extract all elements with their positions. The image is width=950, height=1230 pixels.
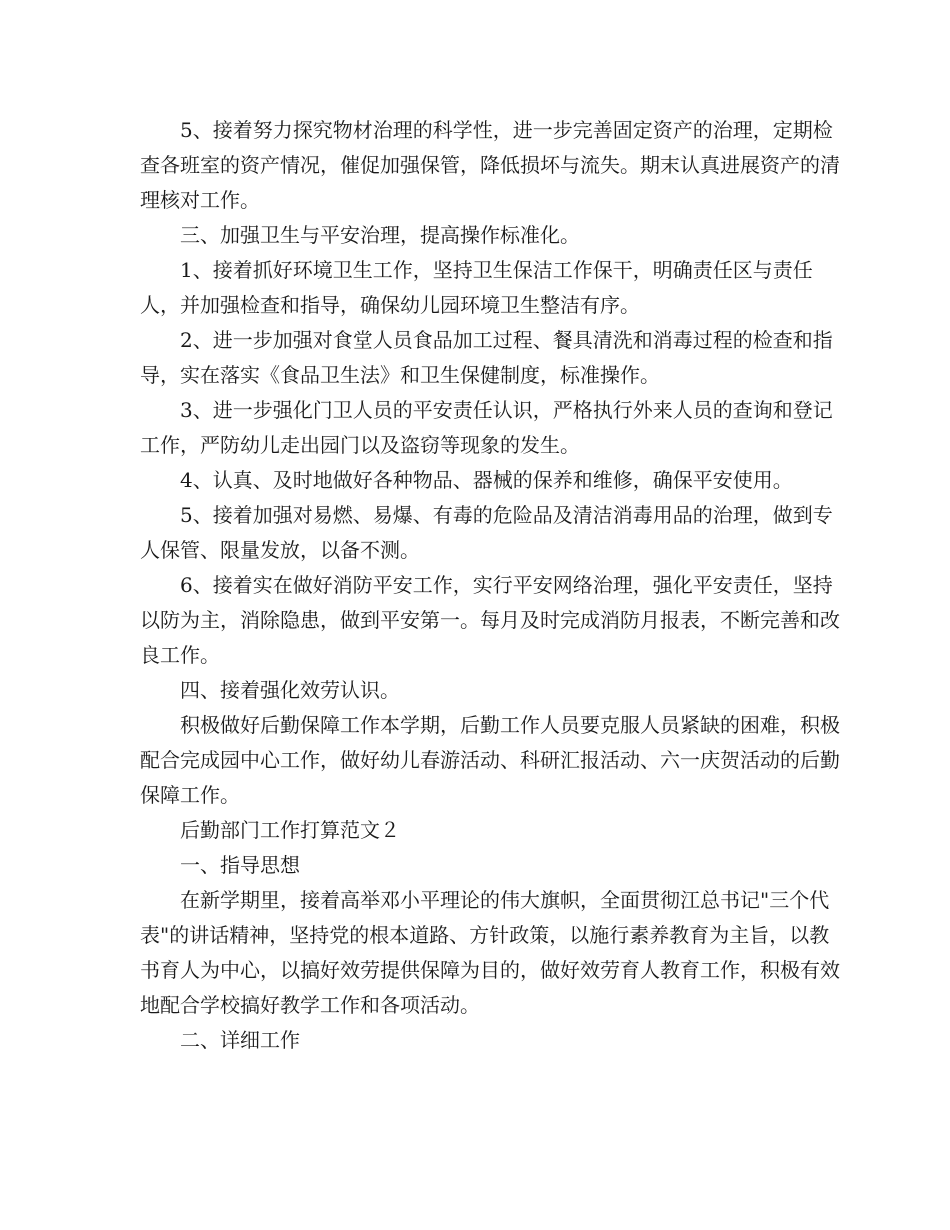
section-heading-guiding-ideology: 一、指导思想 bbox=[180, 853, 300, 877]
paragraph-fire-safety: 6、接着实在做好消防平安工作，实行平安网络治理，强化平安责任，坚持以防为主，消除隐患，做到平安第一。每月及时完成消防月报表，不断完善和改良工作。 bbox=[140, 573, 840, 667]
document-body bbox=[140, 113, 840, 1058]
document-title-sample-2: 后勤部门工作打算范文２ bbox=[180, 818, 400, 842]
section-heading-hygiene-safety: 三、加强卫生与平安治理，提高操作标准化。 bbox=[180, 223, 580, 247]
paragraph-asset-management: 5、接着努力探究物材治理的科学性，进一步完善固定资产的治理，定期检查各班室的资产情况，催促加强保管，降低损坏与流失。期末认真进展资产的清理核对工作。 bbox=[140, 118, 840, 212]
paragraph-logistics-support: 积极做好后勤保障工作本学期，后勤工作人员要克服人员紧缺的困难，积极配合完成园中心工作，做好幼儿春游活动、科研汇报活动、六一庆贺活动的后勤保障工作。 bbox=[140, 713, 840, 807]
section-heading-service-awareness: 四、接着强化效劳认识。 bbox=[180, 678, 400, 702]
paragraph-guiding-ideology: 在新学期里，接着高举邓小平理论的伟大旗帜，全面贯彻江总书记"三个代表"的讲话精神，坚持党的根本道路、方针政策，以施行素养教育为主旨，以教书育人为中心，以搞好效劳提供保障为目的，做好效劳育人教育工作，积极有效地配合学校搞好教学工作和各项活动。 bbox=[140, 888, 840, 1017]
paragraph-gatekeeper-safety: 3、进一步强化门卫人员的平安责任认识，严格执行外来人员的查询和登记工作，严防幼儿走出园门以及盗窃等现象的发生。 bbox=[140, 398, 833, 457]
section-heading-detailed-work: 二、详细工作 bbox=[180, 1028, 300, 1052]
paragraph-equipment-maintenance: 4、认真、及时地做好各种物品、器械的保养和维修，确保平安使用。 bbox=[180, 468, 793, 492]
paragraph-canteen-inspection: 2、进一步加强对食堂人员食品加工过程、餐具清洗和消毒过程的检查和指导，实在落实《食品卫生法》和卫生保健制度，标准操作。 bbox=[140, 328, 833, 387]
paragraph-hazardous-materials: 5、接着加强对易燃、易爆、有毒的危险品及清洁消毒用品的治理，做到专人保管、限量发放，以备不测。 bbox=[140, 503, 833, 562]
paragraph-environment-hygiene: 1、接着抓好环境卫生工作，坚持卫生保洁工作保干，明确责任区与责任人，并加强检查和指导，确保幼儿园环境卫生整洁有序。 bbox=[140, 258, 813, 317]
